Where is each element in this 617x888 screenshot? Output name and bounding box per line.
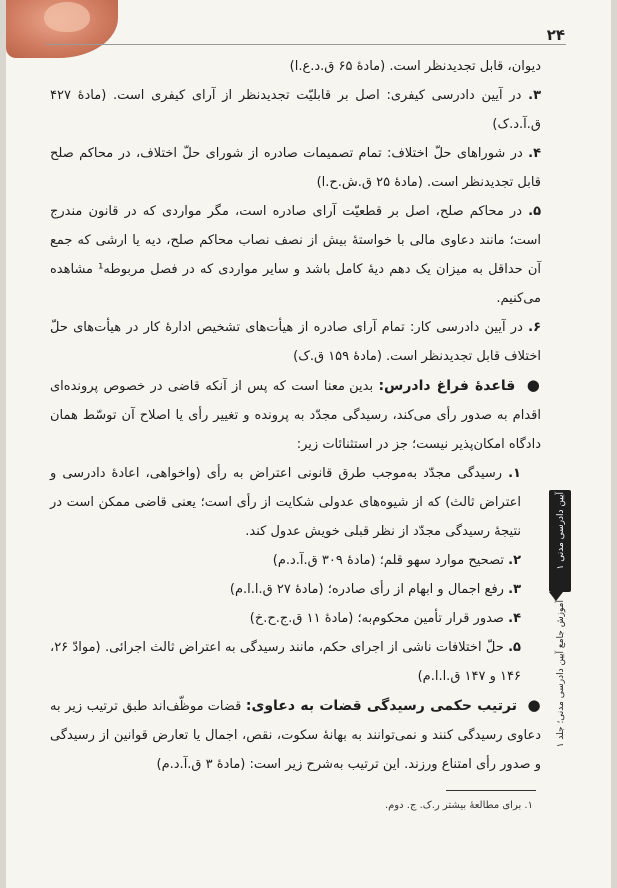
item-number: ۴. [528, 146, 541, 161]
item-number: ۶. [528, 320, 542, 335]
list-item [50, 81, 541, 139]
bullet-text: بدین معنا است که پس از آنکه قاضی در خصوص پرونده‌ای اقدام به صدور رأی می‌کند، رسیدگی مجدّد به پرونده و تغییر رأی یا اصلاح آن توسّط همان دادگاه امکان‌پذیر نیست؛ جز در استثنائات زیر: [50, 379, 541, 452]
list-item [50, 197, 541, 313]
header-rule [46, 44, 566, 45]
thumbnail-nail [44, 2, 90, 32]
list-item [50, 459, 541, 546]
list-item [50, 139, 541, 197]
item-text: رسیدگی مجدّد به‌موجب طرق قانونی اعتراض به رأی (واخواهی، اعادهٔ دادرسی و اعتراض ثالث) که از شیوه‌های عدولی شکایت از رأی است؛ یعنی قاضی ممکن است در نتیجهٔ رسیدگی مجدّد از نظر قبلی خویش عدول کند. [50, 466, 521, 539]
item-number: ۵. [508, 640, 521, 655]
list-item [50, 604, 541, 633]
item-text: تصحیح موارد سهو قلم؛ (مادهٔ ۳۰۹ ق.آ.د.م) [272, 553, 504, 568]
item-number: ۲. [508, 553, 521, 568]
page-number: ۲۴ [546, 26, 565, 44]
item-text: در آیین دادرسی کار: تمام آرای صادره از هیأت‌های تشخیص ادارهٔ کار در هیأت‌های حلّ اختلاف قابل تجدیدنظر است. (مادهٔ ۱۵۹ ق.ک) [50, 320, 541, 364]
item-number: ۵. [528, 204, 541, 219]
chapter-tab-label: آیین دادرسی مدنی ۱ [556, 492, 566, 570]
list-item [50, 575, 541, 604]
item-text: در شوراهای حلّ اختلاف: تمام تصمیمات صادره از شورای حلّ اختلاف، در محاکم صلح قابل تجدیدنظر است. (مادهٔ ۲۵ ق.ش.ح.ا) [50, 146, 541, 190]
footnote-rule [446, 790, 536, 791]
bullet-paragraph [50, 371, 541, 459]
bullet-text: قضات موظّف‌اند طبق ترتیب زیر به دعاوی رسیدگی کنند و نمی‌توانند به بهانهٔ سکوت، نقص، اجمال یا تعارض قوانین از رسیدگی و صدور رأی امتناع ورزند. این ترتیب به‌شرح زیر است: (مادهٔ ۳ ق.آ.د.م) [50, 699, 541, 772]
side-running-title [537, 470, 583, 770]
item-number: ۴. [508, 611, 521, 626]
list-item [50, 546, 541, 575]
bullet-heading: قاعدهٔ فراغ دادرس: [378, 378, 516, 394]
list-item [50, 633, 541, 691]
book-title-vertical: آموزش جامع آیین دادرسی مدنی؛ جلد ۱ [556, 600, 566, 748]
footnote: ۱. برای مطالعهٔ بیشتر ر.ک. ج. دوم. [384, 800, 533, 811]
thumb-photo [6, 0, 118, 58]
book-page [6, 0, 611, 888]
bullet-heading: ترتیب حکمی رسیدگی قضات به دعاوی: [245, 698, 517, 714]
list-item [50, 313, 541, 371]
item-text: در محاکم صلح، اصل بر قطعیّت آرای صادره است، مگر مواردی که در قانون مندرج است؛ مانند دعاوی مالی با خواستهٔ بیش از نصف نصاب محاکم صلح، دیه یا ارشی که جمع آن حداقل به میزان یک دهم دیهٔ کامل باشد و سایر مواردی که در فصل مربوطه¹ مشاهده می‌کنیم. [50, 204, 541, 306]
bullet-paragraph [50, 691, 541, 779]
bullet-icon: ● [527, 696, 542, 714]
item-text: در آیین دادرسی کیفری: اصل بر قابلیّت تجدیدنظر از آرای کیفری است. (مادهٔ ۴۲۷ ق.آ.د.ک) [50, 88, 541, 132]
item-text: صدور قرار تأمین محکوم‌به؛ (مادهٔ ۱۱ ق.ج.ح.خ) [249, 611, 504, 626]
item-text: رفع اجمال و ابهام از رأی صادره؛ (مادهٔ ۲۷ ق.ا.ا.م) [229, 582, 504, 597]
item-text: حلّ اختلافات ناشی از اجرای حکم، مانند رسیدگی به اعتراض ثالث اجرائی. (موادّ ۲۶، ۱۴۶ و ۱۴۷ ق.ا.ا.م) [50, 640, 521, 684]
line-continuation: دیوان، قابل تجدیدنظر است. (مادهٔ ۶۵ ق.د.ع.ا) [289, 59, 541, 74]
item-number: ۳. [508, 582, 521, 597]
item-number: ۱. [508, 466, 521, 481]
bullet-icon: ● [526, 376, 541, 394]
page-body [50, 52, 541, 779]
item-number: ۳. [528, 88, 541, 103]
